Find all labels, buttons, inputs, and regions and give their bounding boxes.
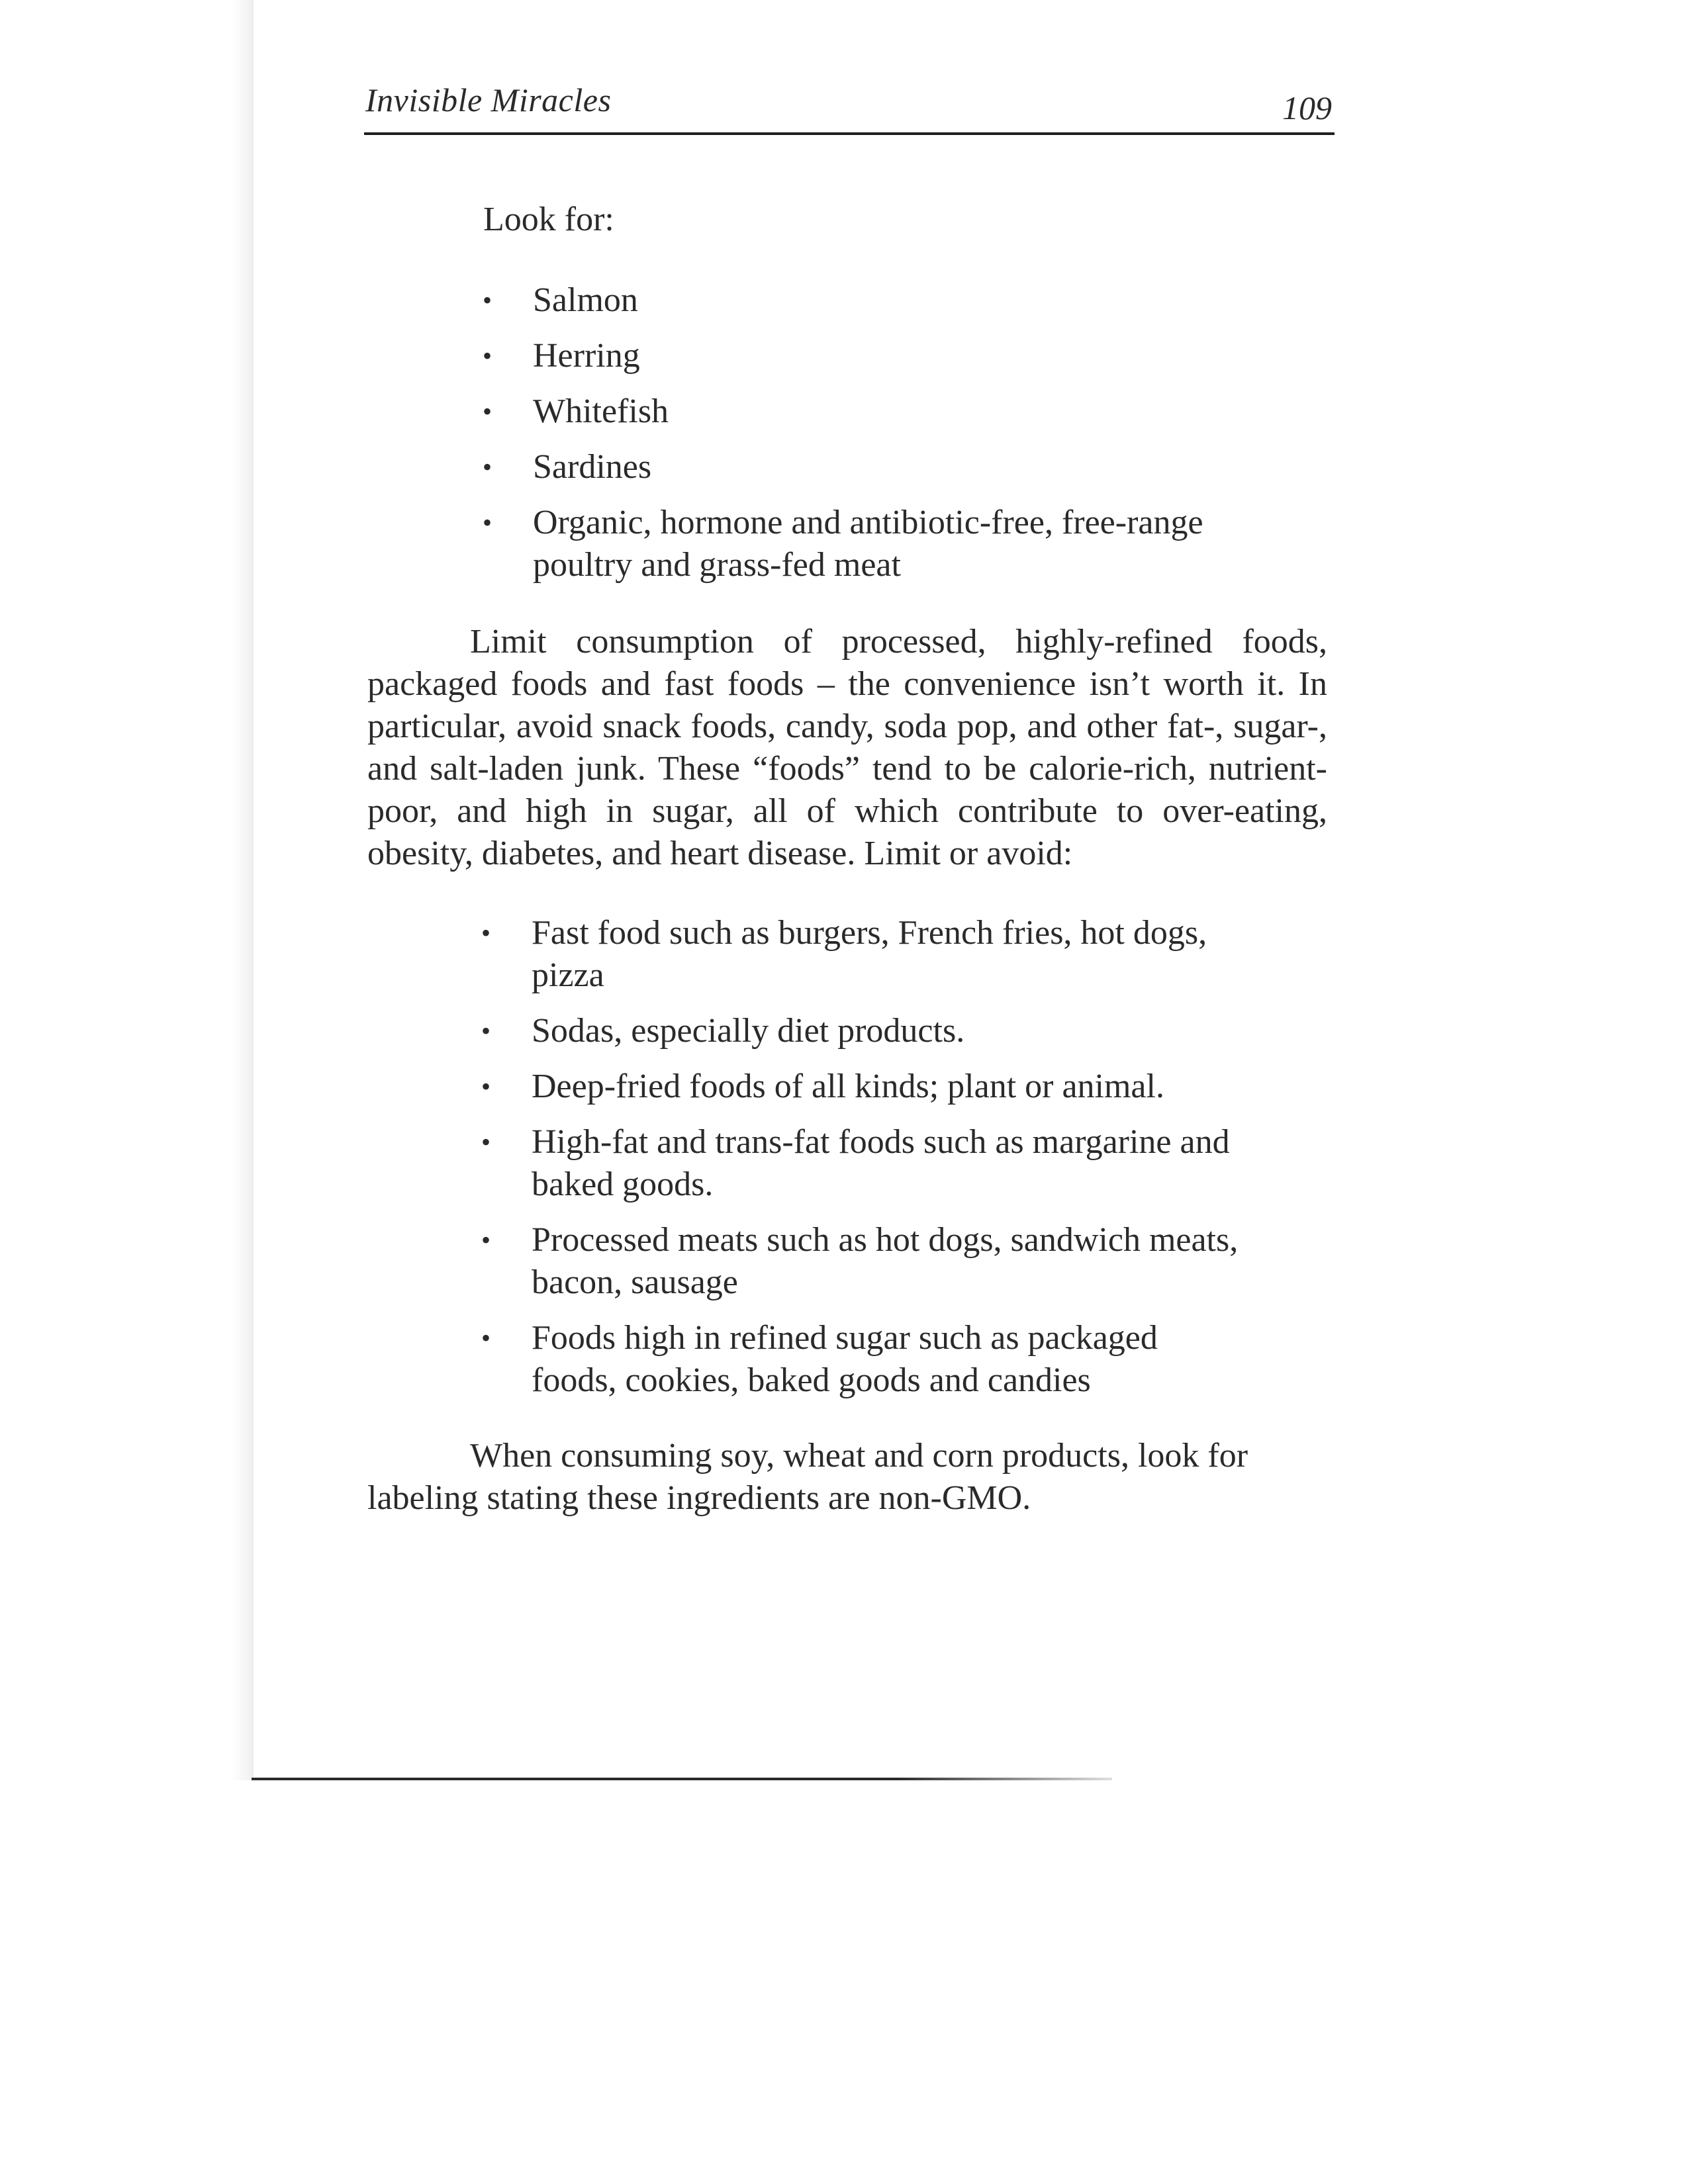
gmo-paragraph: When consuming soy, wheat and corn products, look for labeling stating these ingredients are non-GMO. [367,1437,1248,1517]
look-for-list [533,279,1301,586]
list-item: • Sodas, especially diet products. [532,1010,1246,1052]
list-item: • Fast food such as burgers, French fries, hot dogs, pizza [532,912,1246,997]
page-body [367,199,1327,1554]
scan-page-edge-line [252,0,254,1780]
list-item: • High-fat and trans-fat foods such as margarine and baked goods. [532,1121,1246,1206]
list-item: • Sardines [533,446,1301,488]
limit-or-avoid-list [532,912,1246,1402]
scan-page-edge [0,0,252,1780]
list-item: • Organic, hormone and antibiotic-free, free-range poultry and grass-fed meat [533,502,1301,586]
limit-paragraph: Limit consumption of processed, highly-refined foods, packaged foods and fast foods – the convenience isn’t worth it. In particular, avoid snack foods, candy, soda pop, and other fat-, sugar-, and salt-laden junk. These “foods” tend to be calorie-rich, nutrient-poor, and high in sugar, all of which contribute to over-eating, obesity, diabetes, and heart disease. Limit or avoid: [367,623,1327,872]
list-item: • Processed meats such as hot dogs, sandwich meats, bacon, sausage [532,1219,1246,1304]
list-item: • Deep-fried foods of all kinds; plant or animal. [532,1066,1246,1108]
page-number: 109 [1282,89,1332,126]
page-bottom-edge [252,1778,1112,1780]
list-item: • Foods high in refined sugar such as packaged foods, cookies, baked goods and candies [532,1317,1246,1402]
list-item: • Salmon [533,279,1301,322]
list-item: • Whitefish [533,390,1301,433]
look-for-intro: Look for: [483,201,614,238]
running-header [365,78,1332,138]
header-rule [364,132,1335,135]
book-title: Invisible Miracles [365,81,612,118]
list-item: • Herring [533,335,1301,377]
